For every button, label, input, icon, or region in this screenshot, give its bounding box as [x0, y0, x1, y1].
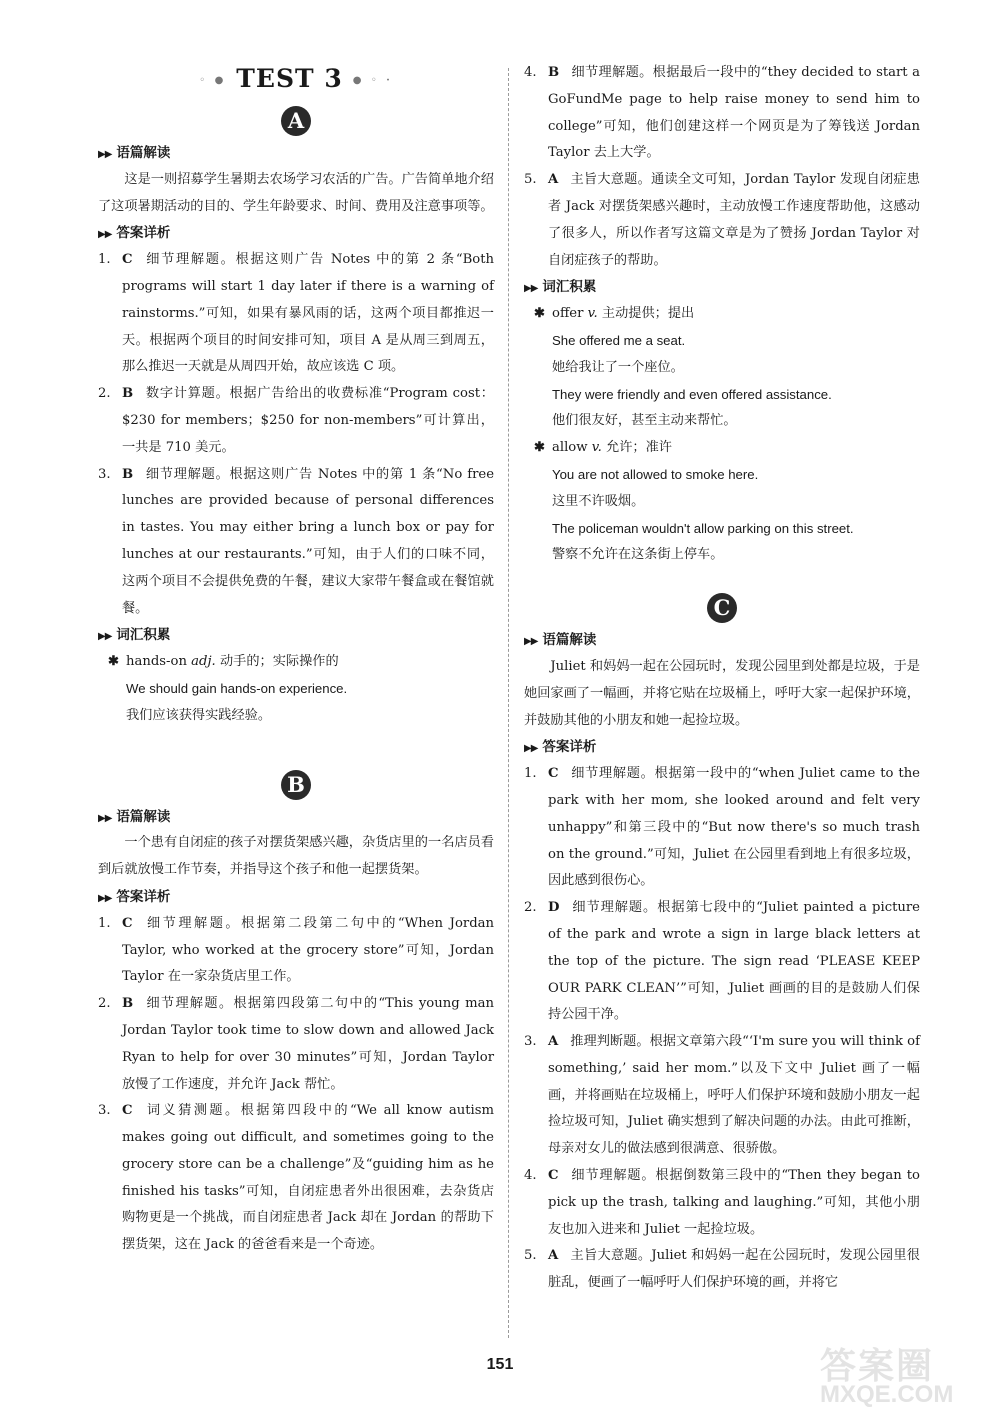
- left-column: [98, 60, 494, 1259]
- chevron-icon: ▶▶: [524, 743, 538, 755]
- section-c-reading-heading: ▶▶ 语篇解读: [524, 632, 597, 649]
- section-b-answer-2: 2. B 细节理解题。根据第四段第二句中的“This young man Jordan Taylor took time to slow down and allowed Jack Ryan to help for over 30 minutes”可知，Jordan Taylor 放慢了工作速度，并允许 Jack 帮忙。: [98, 996, 494, 1092]
- vocab-example-cn: 警察不允许在这条街上停车。: [552, 547, 724, 563]
- chevron-icon: ▶▶: [98, 892, 112, 904]
- page-number: 151: [486, 1356, 514, 1373]
- section-a-answer-2: 2. B 数字计算题。根据广告给出的收费标准“Program cost：$230 for members；$250 for non-members”可计算出，一共是 710 美元。: [98, 386, 494, 455]
- chevron-icon: ▶▶: [98, 229, 112, 241]
- section-b-answer-1: 1. C 细节理解题。根据第二段第二句中的“When Jordan Taylor, who worked at the grocery store”可知，Jordan Taylor 在一家杂货店里工作。: [98, 915, 494, 985]
- section-c-answer-2: 2. D 细节理解题。根据第七段中的“Juliet painted a picture of the park and wrote a sign in large black letters at the top of the picture. The sign read ‘PLEASE KEEP OUR PARK CLEAN’”可知，Juliet 画画的目的是鼓励人们保持公园干净。: [524, 900, 920, 1023]
- section-a-summary: 这是一则招募学生暑期去农场学习农活的广告。广告简单地介绍了这项暑期活动的目的、学生年龄要求、时间、费用及注意事项等。: [98, 171, 494, 214]
- vocab-example-en: You are not allowed to smoke here.: [552, 466, 759, 482]
- section-b-vocab-heading: ▶▶ 词汇积累: [524, 279, 597, 296]
- watermark-logo: [820, 1338, 990, 1418]
- section-c-answer-1: 1. C 细节理解题。根据第一段中的“when Juliet came to the park with her mom, she looked around and felt very unhappy”和第三段中的“But now there's so much trash on the ground.”可知，Juliet 在公园里看到地上有很多垃圾，因此感到很伤心。: [524, 766, 920, 889]
- column-divider: [508, 68, 509, 1338]
- watermark-text: 答案圈: [820, 1346, 935, 1387]
- section-a-reading-heading: ▶▶ 语篇解读: [98, 145, 171, 161]
- title-text: TEST 3: [236, 64, 343, 93]
- title-decoration-left: ◦ ●: [199, 74, 227, 86]
- page-title: [98, 62, 494, 96]
- section-c-answer-4: 4. C 细节理解题。根据倒数第三段中的“Then they began to pick up the trash, talking and laughing.”可知，其他小朋友也加入进来和 Juliet 一起捡垃圾。: [524, 1168, 920, 1237]
- vocab-example-en: They were friendly and even offered assistance.: [552, 386, 832, 402]
- watermark-url: MXQE.COM: [820, 1381, 954, 1408]
- vocab-example-cn: 她给我让了一个座位。: [552, 359, 684, 375]
- section-b-answer-4: 4. B 细节理解题。根据最后一段中的“they decided to start a GoFundMe page to help raise money to send him to college”可知，他们创建这样一个网页是为了筹钱送 Jordan Taylor 去上大学。: [524, 65, 920, 161]
- asterisk-icon: ✱: [534, 440, 546, 456]
- section-a-answers-heading: ▶▶ 答案详析: [98, 225, 171, 242]
- asterisk-icon: ✱: [534, 306, 546, 322]
- section-b-reading-heading: ▶▶ 语篇解读: [98, 808, 171, 825]
- section-b-summary: 一个患有自闭症的孩子对摆货架感兴趣，杂货店里的一名店员看到后就放慢工作节奏，并指导这个孩子和他一起摆货架。: [98, 835, 494, 878]
- chevron-icon: ▶▶: [524, 283, 538, 295]
- section-a-answer-3: 3. B 细节理解题。根据这则广告 Notes 中的第 1 条“No free lunches are provided because of personal differences in tastes. You may either bring a lunch box or pay for lunches at our restaurants.”可知，由于人们的口味不同，这两个项目不会提供免费的午餐，建议大家带午餐盒或在餐馆就餐。: [98, 466, 494, 616]
- asterisk-icon: ✱: [108, 654, 120, 670]
- section-b-answer-5: 5. A 主旨大意题。通读全文可知，Jordan Taylor 发现自闭症患者 Jack 对摆货架感兴趣时，主动放慢工作速度帮助他，这感动了很多人，所以作者写这篇文章是为了赞扬 Jordan Taylor 对自闭症孩子的帮助。: [524, 172, 920, 268]
- chevron-icon: ▶▶: [98, 812, 112, 824]
- section-b-answer-3: 3. C 词义猜测题。根据第四段中的“We all know autism makes going out difficult, and sometimes going to the grocery store can be a challenge”及“guiding him as he finished his tasks”可知，自闭症患者外出很困难，去杂货店购物更是一个挑战，而自闭症患者 Jack 却在 Jordan 的帮助下摆货架，这在 Jack 的爸爸看来是一个奇迹。: [98, 1103, 494, 1253]
- vocab-entry-allow: ✱ allow v. 允许；准许: [524, 435, 920, 462]
- chevron-icon: ▶▶: [98, 631, 112, 643]
- vocab-example-cn: 我们应该获得实践经验。: [126, 707, 272, 723]
- vocab-example-en: She offered me a seat.: [552, 332, 686, 348]
- section-a-badge: A: [281, 106, 311, 136]
- vocab-example-en: The policeman wouldn't allow parking on this street.: [552, 520, 854, 536]
- title-decoration-right: ● ◦ ·: [352, 74, 393, 86]
- right-column: [524, 60, 920, 1297]
- chevron-icon: ▶▶: [524, 636, 538, 648]
- section-a-vocab-heading: ▶▶ 词汇积累: [98, 627, 171, 644]
- section-c-answers-heading: ▶▶ 答案详析: [524, 739, 597, 756]
- vocab-entry-hands-on: ✱ hands-on adj. 动手的；实际操作的: [98, 649, 494, 676]
- vocab-entry-offer: ✱ offer v. 主动提供；提出: [524, 301, 920, 328]
- section-c-answer-3: 3. A 推理判断题。根据文章第六段“‘I'm sure you will think of something,’ said her mom.”以及下文中 Juliet 画了一幅画，并将画贴在垃圾桶上，呼吁人们保护环境和鼓励小朋友一起捡垃圾可知，Juliet 确实想到了解决问题的办法。由此可推断，母亲对女儿的做法感到很满意、很骄傲。: [524, 1034, 920, 1157]
- chevron-icon: ▶▶: [98, 149, 112, 160]
- section-c-badge: C: [707, 593, 737, 623]
- vocab-example-cn: 这里不许吸烟。: [552, 493, 645, 509]
- section-c-summary: Juliet 和妈妈一起在公园玩时，发现公园里到处都是垃圾，于是她回家画了一幅画，并将它贴在垃圾桶上，呼吁大家一起保护环境，并鼓励其他的小朋友和她一起捡垃圾。: [524, 658, 920, 728]
- vocab-example-en: We should gain hands-on experience.: [126, 680, 348, 696]
- section-b-badge: B: [281, 770, 311, 800]
- vocab-example-cn: 他们很友好，甚至主动来帮忙。: [552, 413, 737, 429]
- section-b-answers-heading: ▶▶ 答案详析: [98, 888, 171, 905]
- section-a-answer-1: 1. C 细节理解题。根据这则广告 Notes 中的第 2 条“Both programs will start 1 day later if there is a warning of rainstorms.”可知，如果有暴风雨的话，这两个项目都推迟一天。根据两个项目的时间安排可知，项目 A 是从周三到周五，那么推迟一天就是从周四开始，故应该选 C 项。: [98, 252, 494, 375]
- section-c-answer-5: 5. A 主旨大意题。Juliet 和妈妈一起在公园玩时，发现公园里很脏乱，便画了一幅呼吁人们保护环境的画，并将它: [524, 1248, 920, 1291]
